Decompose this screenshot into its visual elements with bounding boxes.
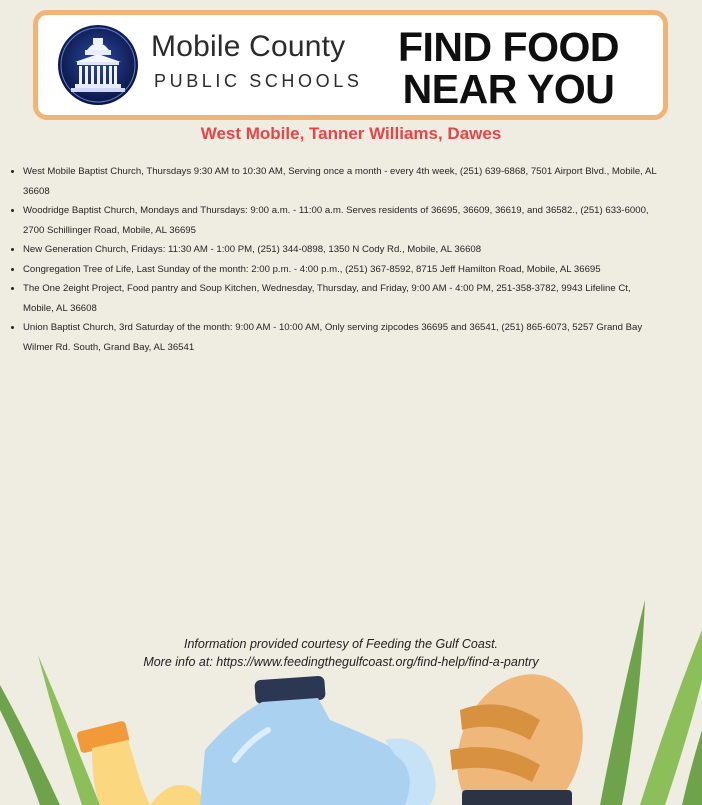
list-item: • Congregation Tree of Life, Last Sunday of the month: 2:00 p.m. - 4:00 p.m., (251) 367-8592, 8715 Jeff Hamilton Road, Mobile, AL 36695: [23, 260, 663, 280]
bread-icon: [435, 655, 605, 805]
credit-line: Information provided courtesy of Feeding the Gulf Coast.: [183, 637, 499, 651]
region-title: West Mobile, Tanner Williams, Dawes: [200, 124, 502, 143]
water-jug-icon: [200, 676, 436, 805]
header-card: [33, 10, 668, 120]
pantry-list: [14, 162, 663, 357]
org-subtitle: PUBLIC SCHOOLS: [154, 71, 363, 91]
food-illustration: [0, 590, 702, 805]
headline-line-1: FIND FOOD: [398, 24, 619, 70]
list-item: • West Mobile Baptist Church, Thursdays 9:30 AM to 10:30 AM, Serving once a month - every 4th week, (251) 639-6868, 7501 Airport Blvd., Mobile, AL 36608: [23, 162, 663, 201]
list-item: • The One 2eight Project, Food pantry and Soup Kitchen, Wednesday, Thursday, and Friday, 9:00 AM - 4:00 PM, 251-358-3782, 9943 Lifeline Ct, Mobile, AL 36608: [23, 279, 663, 318]
list-item: • New Generation Church, Fridays: 11:30 AM - 1:00 PM, (251) 344-0898, 1350 N Cody Rd., Mobile, AL 36608: [23, 240, 663, 260]
list-item: • Union Baptist Church, 3rd Saturday of the month: 9:00 AM - 10:00 AM, Only serving zipcodes 36695 and 36541, (251) 865-6073, 5257 Grand Bay Wilmer Rd. South, Grand Bay, AL 36541: [23, 318, 663, 357]
bottle-icon: [76, 720, 205, 805]
page-headline: [386, 26, 631, 110]
list-item: • Woodridge Baptist Church, Mondays and Thursdays: 9:00 a.m. - 11:00 a.m. Serves residents of 36695, 36609, 36619, and 36582., (251) 633-6000, 2700 Schillinger Road, Mobile, AL 36695: [23, 201, 663, 240]
leaf-icon: [600, 600, 645, 805]
credit-block: [0, 635, 682, 671]
courthouse-seal-icon: [57, 24, 139, 106]
headline-line-2: NEAR YOU: [402, 66, 615, 112]
org-name: Mobile County: [151, 30, 346, 63]
more-info-link[interactable]: More info at: https://www.feedingthegulfcoast.org/find-help/find-a-pantry: [143, 655, 539, 669]
